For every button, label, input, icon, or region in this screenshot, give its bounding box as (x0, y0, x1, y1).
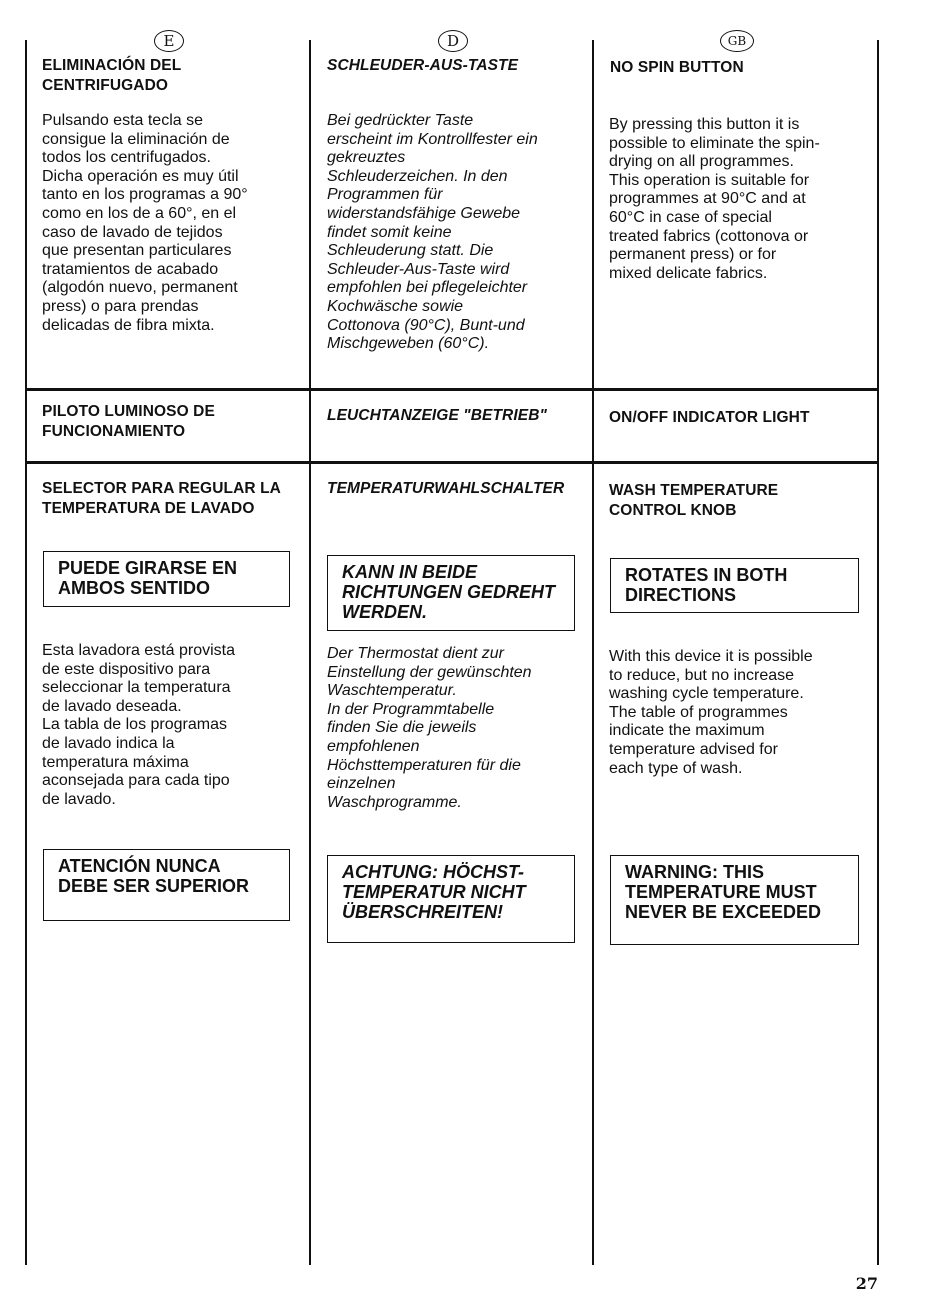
warning-box-es: ATENCIÓN NUNCA DEBE SER SUPERIOR (43, 849, 290, 921)
no-spin-text-gb: By pressing this button it is possible to eliminate the spin- drying on all programmes. This operation is suitable for programmes at 90°C and at 60°C in case of special treated fabrics (cottonova or permanent press) or for mixed delicate fabrics. (609, 116, 820, 282)
temp-title-gb: WASH TEMPERATURE CONTROL KNOB (609, 482, 779, 519)
no-spin-title-gb: NO SPIN BUTTON (610, 59, 744, 76)
language-badge-de: D (438, 30, 468, 52)
language-badge-gb: GB (720, 30, 754, 52)
language-badge-es: E (154, 30, 184, 52)
indicator-title-gb: ON/OFF INDICATOR LIGHT (609, 409, 810, 426)
no-spin-text-es: Pulsando esta tecla se consigue la eliminación de todos los centrifugados. Dicha operación es muy útil tanto en los programas a 90° como en los de a 60°, en el caso de lavado de tejidos que presentan particulares tratamientos de acabado (algodón nuevo, permanent press) o para prendas delicadas de fibra mixta. (42, 112, 248, 334)
no-spin-title-es: ELIMINACIÓN DEL CENTRIFUGADO (42, 57, 182, 94)
warning-box-gb: WARNING: THIS TEMPERATURE MUST NEVER BE EXCEEDED (610, 855, 859, 945)
temp-title-de: TEMPERATURWAHLSCHALTER (327, 480, 565, 497)
no-spin-text-de: Bei gedrückter Taste erscheint im Kontrollfester ein gekreuztes Schleuderzeichen. In den Programmen für widerstandsfähige Gewebe findet somit keine Schleuderung statt. Die Schleuder-Aus-Taste wird empfohlen bei pflegeleichter Kochwäsche sowie Cottonova (90°C), Bunt-und Mischgeweben (60°C). (327, 112, 538, 353)
temp-text-de: Der Thermostat dient zur Einstellung der gewünschten Waschtemperatur. In der Programmtabelle finden Sie die jeweils empfohlenen Höchsttemperaturen für die einzelnen Waschprogramme. (327, 645, 532, 811)
warning-box-de: ACHTUNG: HÖCHST- TEMPERATUR NICHT ÜBERSCHREITEN! (327, 855, 575, 943)
rotate-box-gb: ROTATES IN BOTH DIRECTIONS (610, 558, 859, 613)
indicator-title-de: LEUCHTANZEIGE "BETRIEB" (327, 407, 547, 424)
rotate-box-de: KANN IN BEIDE RICHTUNGEN GEDREHT WERDEN. (327, 555, 575, 631)
indicator-title-es: PILOTO LUMINOSO DE FUNCIONAMIENTO (42, 403, 215, 440)
no-spin-title-de: SCHLEUDER-AUS-TASTE (327, 57, 519, 74)
temp-title-es: SELECTOR PARA REGULAR LA TEMPERATURA DE LAVADO (42, 480, 281, 517)
rotate-box-es: PUEDE GIRARSE EN AMBOS SENTIDO (43, 551, 290, 607)
temp-text-gb: With this device it is possible to reduce, but no increase washing cycle temperature. The table of programmes indicate the maximum temperature advised for each type of wash. (609, 648, 813, 777)
temp-text-es: Esta lavadora está provista de este dispositivo para seleccionar la temperatura de lavado deseada. La tabla de los programas de lavado indica la temperatura máxima aconsejada para cada tipo de lavado. (42, 642, 235, 808)
page-number: 27 (855, 1274, 878, 1293)
